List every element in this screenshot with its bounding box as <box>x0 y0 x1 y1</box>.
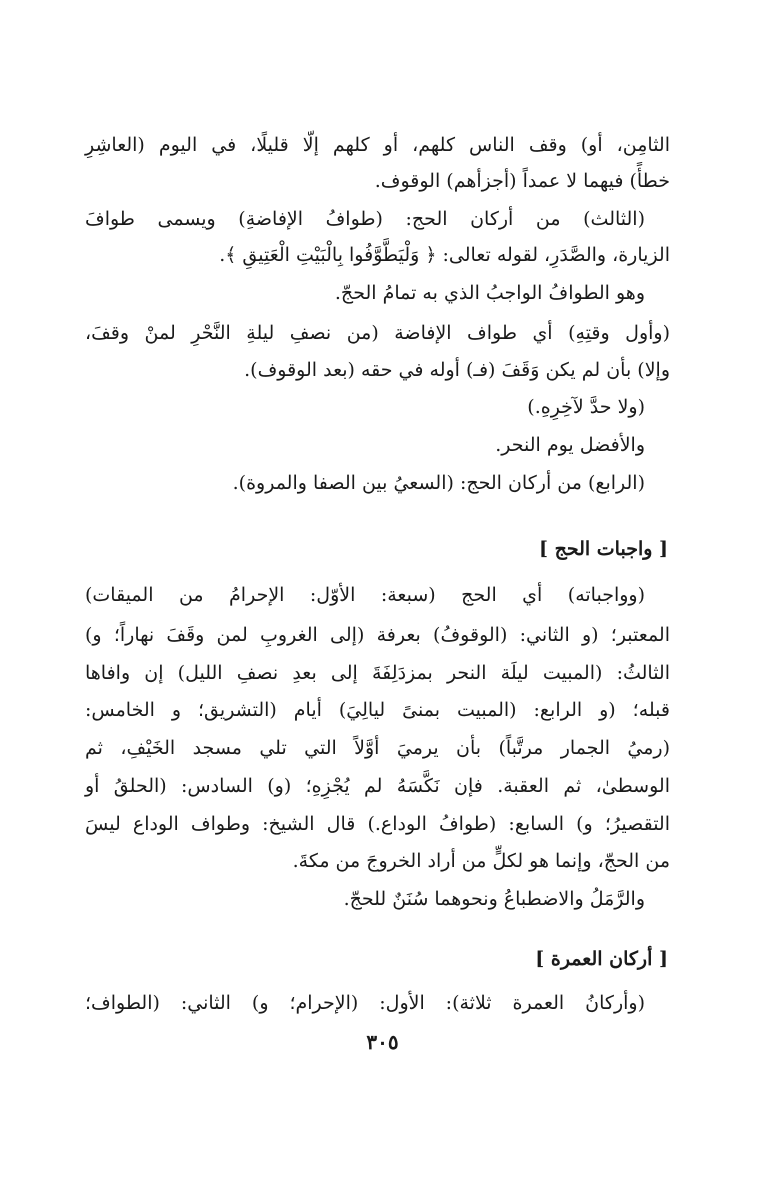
text-line: قبله؛ (و الرابع: (المبيت بمنىً ليالِيَ) أيام (التشريق؛ و الخامس: <box>85 699 670 721</box>
text-line: (الرابع) من أركان الحج: (السعيُ بين الصفا والمروة). <box>232 472 645 494</box>
text-line: الثالثُ: (المبيت ليلَة النحر بمزدَلِفَةَ إلى بعدِ نصفِ الليل) إن وافاها <box>85 662 670 684</box>
text-line: (وأول وقتِهِ) أي طواف الإفاضة (من نصفِ ليلةِ النَّحْرِ لمنْ وقفَ، <box>85 322 670 344</box>
text-line: الوسطىٰ، ثم العقبة. فإن نَكَّسَهُ لم يُجْزِهِ؛ (و) السادس: (الحلقُ أو <box>85 775 670 797</box>
text-line: والرَّمَلُ والاضطباعُ ونحوهما سُنَنٌ للحجّ. <box>343 888 645 910</box>
text-line: الثامِن، أو) وقف الناس كلهم، أو كلهم إلّا قليلًا، في اليوم (العاشِرِ <box>85 134 670 156</box>
text-line: التقصيرُ؛ و) السابع: (طوافُ الوداع.) قال الشيخ: وطواف الوداع ليسَ <box>85 813 670 835</box>
text-line: والأفضل يوم النحر. <box>495 434 645 456</box>
text-line: المعتبر؛ (و الثاني: (الوقوفُ) بعرفة (إلى الغروبِ لمن وقَفَ نهاراً؛ و) <box>85 624 670 646</box>
page-number: ٣٠٥ <box>366 1030 399 1054</box>
text-line: خطأً) فيهما لا عمداً (أجزأهم) الوقوف. <box>374 170 670 192</box>
text-line: وإلا) بأن لم يكن وَقَفَ (فـ) أوله في حقه (بعد الوقوف). <box>244 359 670 381</box>
text-line: من الحجّ، وإنما هو لكلٍّ من أراد الخروجَ من مكةَ. <box>292 850 670 872</box>
text-line: (الثالث) من أركان الحج: (طوافُ الإفاضةِ) ويسمى طوافَ <box>85 208 645 230</box>
text-line: (وواجباته) أي الحج (سبعة: الأوّل: الإحرامُ من الميقات) <box>85 584 645 606</box>
text-line: (وأركانُ العمرة ثلاثة): الأول: (الإحرام؛ و) الثاني: (الطواف؛ <box>85 992 645 1014</box>
text-line: (ولا حدَّ لآخِرِهِ.) <box>527 396 645 418</box>
text-line: (رميُ الجمار مرتَّباً) بأن يرميَ أوَّلاً التي تلي مسجد الخَيْفِ، ثم <box>85 737 670 759</box>
text-line: الزيارة، والصَّدَرِ، لقوله تعالى: ﴿ وَلْيَطَّوَّفُوا بِالْبَيْتِ الْعَتِيقِ ﴾. <box>219 244 670 266</box>
section-heading: [ واجبات الحج ] <box>538 538 668 560</box>
section-heading: [ أركان العمرة ] <box>535 948 668 970</box>
text-line: وهو الطوافُ الواجبُ الذي به تمامُ الحجّ. <box>334 282 645 304</box>
